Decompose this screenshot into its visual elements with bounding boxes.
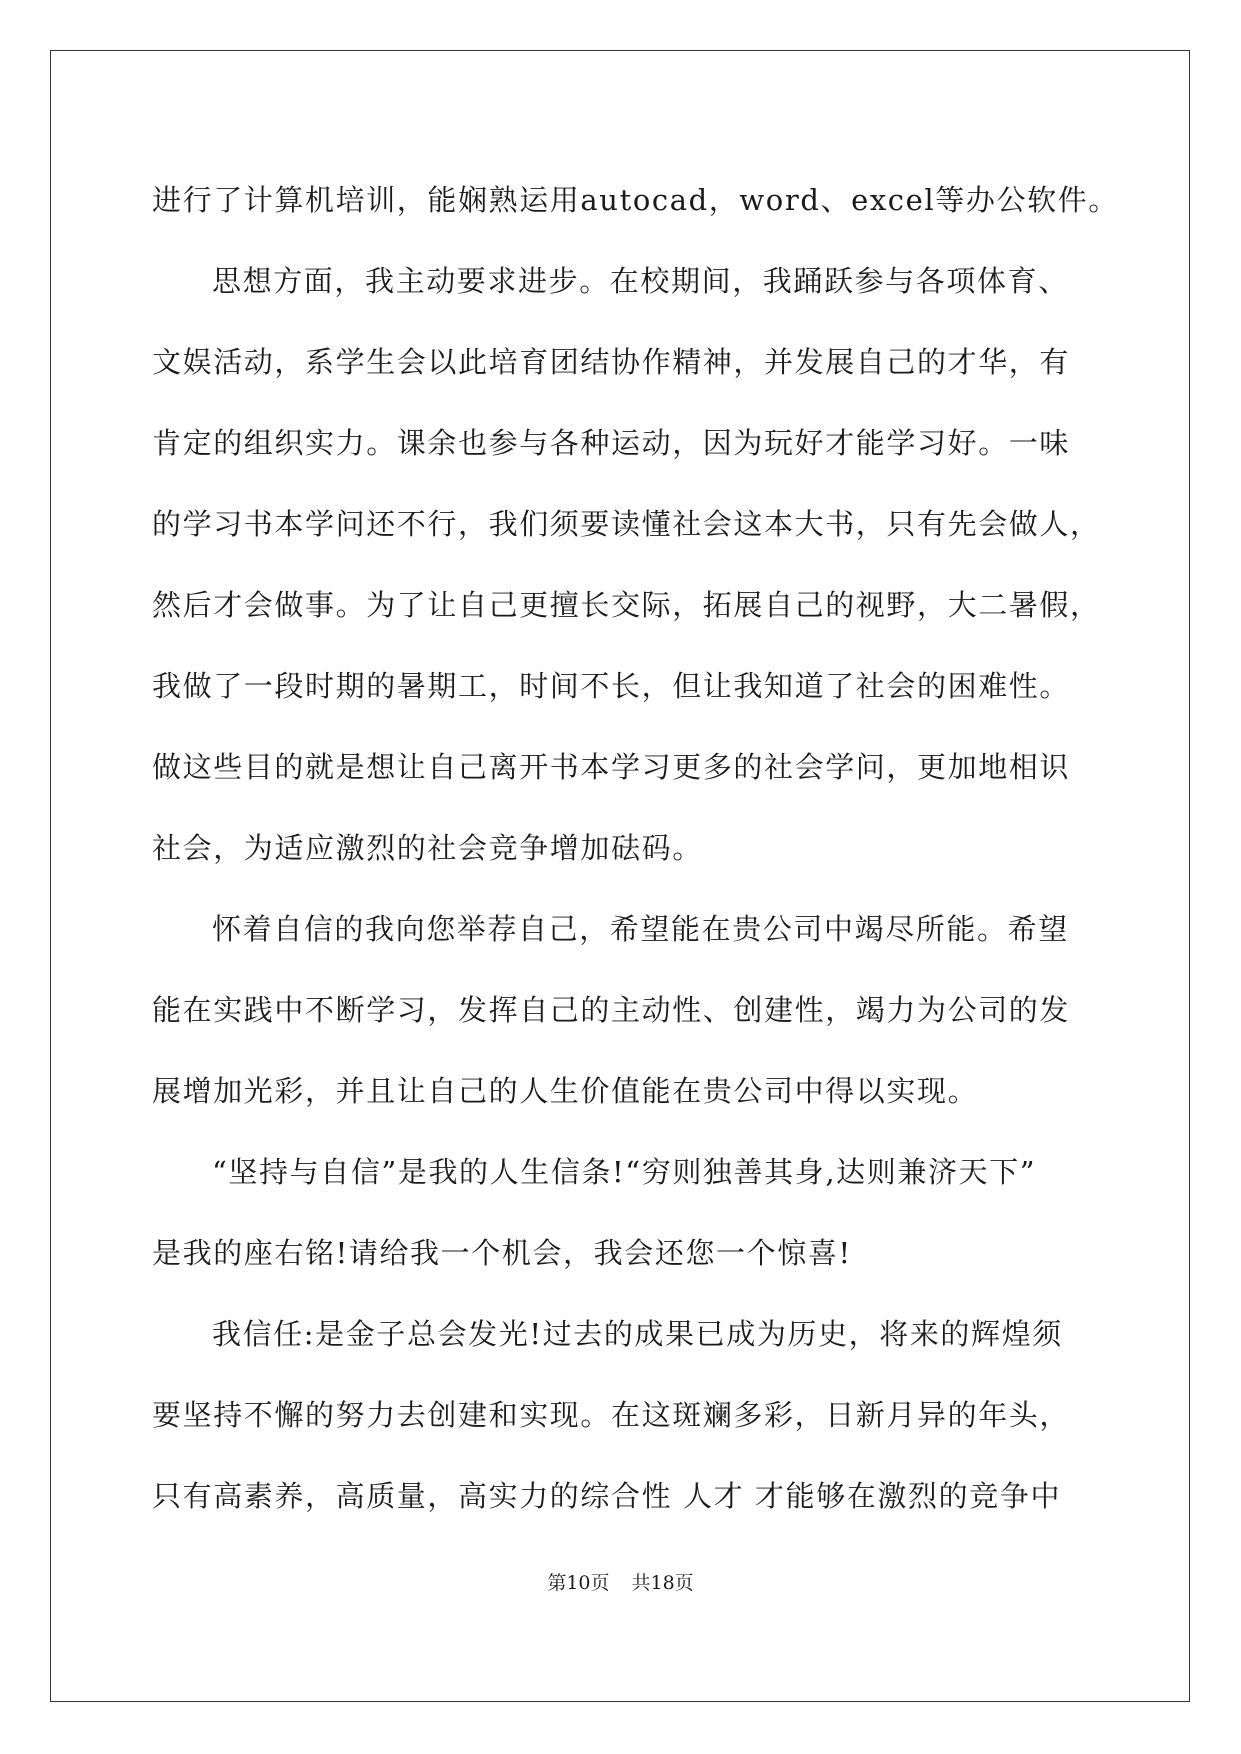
text-line: 是我的座右铭!请给我一个机会，我会还您一个惊喜! [152, 1236, 852, 1270]
text-line: “坚持与自信”是我的人生信条!“穷则独善其身,达则兼济天下” [212, 1155, 1037, 1189]
page-footer [0, 1568, 1241, 1595]
text-line: 然后才会做事。为了让自己更擅长交际，拓展自己的视野，大二暑假， [152, 588, 1101, 622]
text-line: 怀着自信的我向您举荐自己，希望能在贵公司中竭尽所能。希望 [212, 912, 1069, 946]
text-line: 只有高素养，高质量，高实力的综合性 人才 才能够在激烈的竞争中 [152, 1479, 1062, 1513]
text-line: 思想方面，我主动要求进步。在校期间，我踊跃参与各项体育、 [212, 264, 1069, 298]
text-line: 能在实践中不断学习，发挥自己的主动性、创建性，竭力为公司的发 [152, 993, 1071, 1027]
text-line: 进行了计算机培训，能娴熟运用autocad，word、excel等办公软件。 [152, 183, 1119, 217]
document-body [152, 160, 1119, 1537]
page-number: 第10页 [547, 1572, 610, 1594]
text-line: 我做了一段时期的暑期工，时间不长，但让我知道了社会的困难性。 [152, 669, 1071, 703]
text-line: 要坚持不懈的努力去创建和实现。在这斑斓多彩，日新月异的年头， [152, 1398, 1071, 1432]
text-line: 展增加光彩，并且让自己的人生价值能在贵公司中得以实现。 [152, 1074, 979, 1108]
page-total: 共18页 [631, 1572, 694, 1594]
text-line: 做这些目的就是想让自己离开书本学习更多的社会学问，更加地相识 [152, 750, 1071, 784]
text-line: 我信任:是金子总会发光!过去的成果已成为历史，将来的辉煌须 [212, 1317, 1063, 1351]
text-line: 肯定的组织实力。课余也参与各种运动，因为玩好才能学习好。一味 [152, 426, 1071, 460]
text-line: 文娱活动，系学生会以此培育团结协作精神，并发展自己的才华，有 [152, 345, 1071, 379]
text-line: 社会，为适应激烈的社会竞争增加砝码。 [152, 831, 703, 865]
text-line: 的学习书本学问还不行，我们须要读懂社会这本大书，只有先会做人， [152, 507, 1101, 541]
